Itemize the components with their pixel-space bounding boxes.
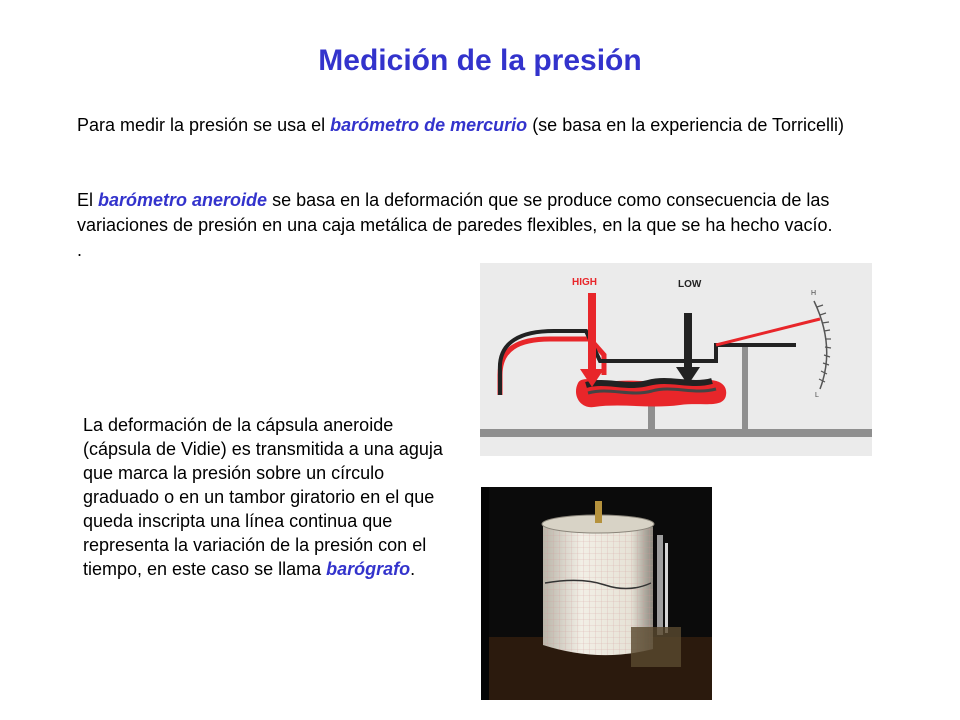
diagram-capsule-membrane [586, 381, 712, 385]
para3-text-after: . [410, 559, 416, 579]
scale-low-label: L [815, 392, 819, 399]
photo-pen-arm [657, 535, 663, 635]
para2-highlight: barómetro aneroide [98, 190, 268, 210]
para1-text-after: (se basa en la experiencia de Torricelli) [527, 115, 845, 135]
low-arrow-shaft [684, 313, 692, 371]
diagram-support-right [742, 345, 748, 433]
diagram-base [480, 429, 872, 437]
para1-highlight: barómetro de mercurio [330, 115, 528, 135]
low-label: LOW [678, 279, 702, 290]
para1-text-before: Para medir la presión se usa el [77, 115, 331, 135]
photo-frame-left [481, 487, 489, 700]
diagram-support-left [648, 403, 655, 433]
aneroid-barometer-diagram [480, 263, 872, 456]
para2-text-after: se basa en la deformación que se produce como consecuencia de las variaciones de presión en una caja metálica de paredes flexibles, en la que se ha hecho vacío. . [77, 190, 833, 260]
high-label: HIGH [572, 277, 597, 288]
para3-text-before: La deformación de la cápsula aneroide (cápsula de Vidie) es transmitida a una aguja que marca la presión sobre un círculo graduado o en un tambor giratorio en el que queda inscripta una línea continua que representa la variación de la presión con el tiempo, en este caso se llama [83, 415, 443, 579]
para2-text-before: El [77, 190, 99, 210]
para3-highlight: barógrafo [326, 559, 411, 579]
paragraph-mercury-barometer [77, 113, 877, 138]
barograph-photo [481, 487, 712, 700]
high-arrow-shaft [588, 293, 596, 373]
paragraph-barograph [83, 413, 453, 581]
slide-title: Medición de la presión [318, 44, 642, 77]
photo-brass-pin [595, 501, 602, 523]
paragraph-aneroid-barometer [77, 188, 837, 263]
scale-high-label: H [811, 290, 817, 297]
photo-side-frame [631, 627, 681, 667]
photo-pen-arm-shadow [665, 543, 668, 633]
